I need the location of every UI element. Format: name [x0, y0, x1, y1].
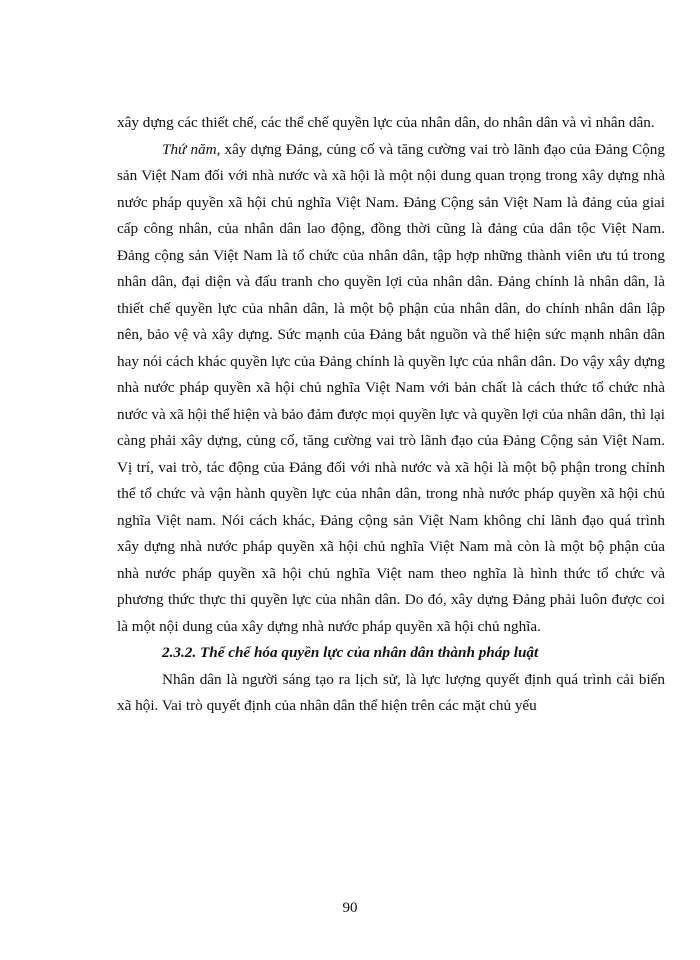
section-heading: 2.3.2. Thể chế hóa quyền lực của nhân dân thành pháp luật — [162, 644, 539, 661]
body-text — [117, 110, 665, 720]
paragraph-lead-italic: Thứ năm, — [162, 140, 221, 158]
paragraph-continuation: xây dựng các thiết chế, các thể chế quyền lực của nhân dân, do nhân dân và vì nhân dân. — [117, 114, 655, 131]
paragraph-fifth-point-body: xây dựng Đảng, củng cố và tăng cường vai trò lãnh đạo của Đảng Cộng sản Việt Nam đối với nhà nước và xã hội là một nội dung quan trọng trong xây dựng nhà nước pháp quyền xã hội chủ nghĩa Việt Nam. Đảng Cộng sản Việt Nam là đảng của giai cấp công nhân, của nhân dân lao động, đồng thời cũng là đảng của dân tộc Việt Nam. Đảng cộng sản Việt Nam là tổ chức của nhân dân, tập hợp những thành viên ưu tú trong nhân dân, đại diện và đấu tranh cho quyền lợi của nhân dân. Đảng chính là nhân dân, là thiết chế quyền lực của nhân dân, là một bộ phận của nhân dân, do chính nhân dân lập nên, bảo vệ và xây dựng. Sức mạnh của Đảng bắt nguồn và thể hiện sức mạnh nhân dân hay nói cách khác quyền lực của Đảng chính là quyền lực của nhân dân. Do vậy xây dựng nhà nước pháp quyền xã hội chủ nghĩa Việt Nam với bản chất là cách thức tổ chức nhà nước và xã hội thể hiện và bảo đảm được mọi quyền lực và quyền lợi của nhân dân, thì lại càng phải xây dựng, củng cố, tăng cường vai trò lãnh đạo của Đảng Cộng sản Việt Nam. Vị trí, vai trò, tác động của Đảng đối với nhà nước và xã hội là một bộ phận trong chỉnh thể tổ chức và vận hành quyền lực của nhân dân, trong nhà nước pháp quyền xã hội chủ nghĩa Việt nam. Nói cách khác, Đảng cộng sản Việt Nam không chỉ lãnh đạo quá trình xây dựng nhà nước pháp quyền xã hội chủ nghĩa Việt Nam mà còn là một bộ phận của nhà nước pháp quyền xã hội chủ nghĩa Việt nam theo nghĩa là hình thức tổ chức và phương thức thực thi quyền lực của nhân dân. Do đó, xây dựng Đảng phải luôn được coi là một nội dung của xây dựng nhà nước pháp quyền xã hội chủ nghĩa. — [117, 140, 665, 635]
paragraph-fifth-point — [117, 137, 665, 641]
page-number: 90 — [342, 900, 358, 916]
paragraph-people-role: Nhân dân là người sáng tạo ra lịch sử, là lực lượng quyết định quá trình cải biến xã hội. Vai trò quyết định của nhân dân thể hiện trên các mặt chủ yếu — [117, 670, 665, 714]
